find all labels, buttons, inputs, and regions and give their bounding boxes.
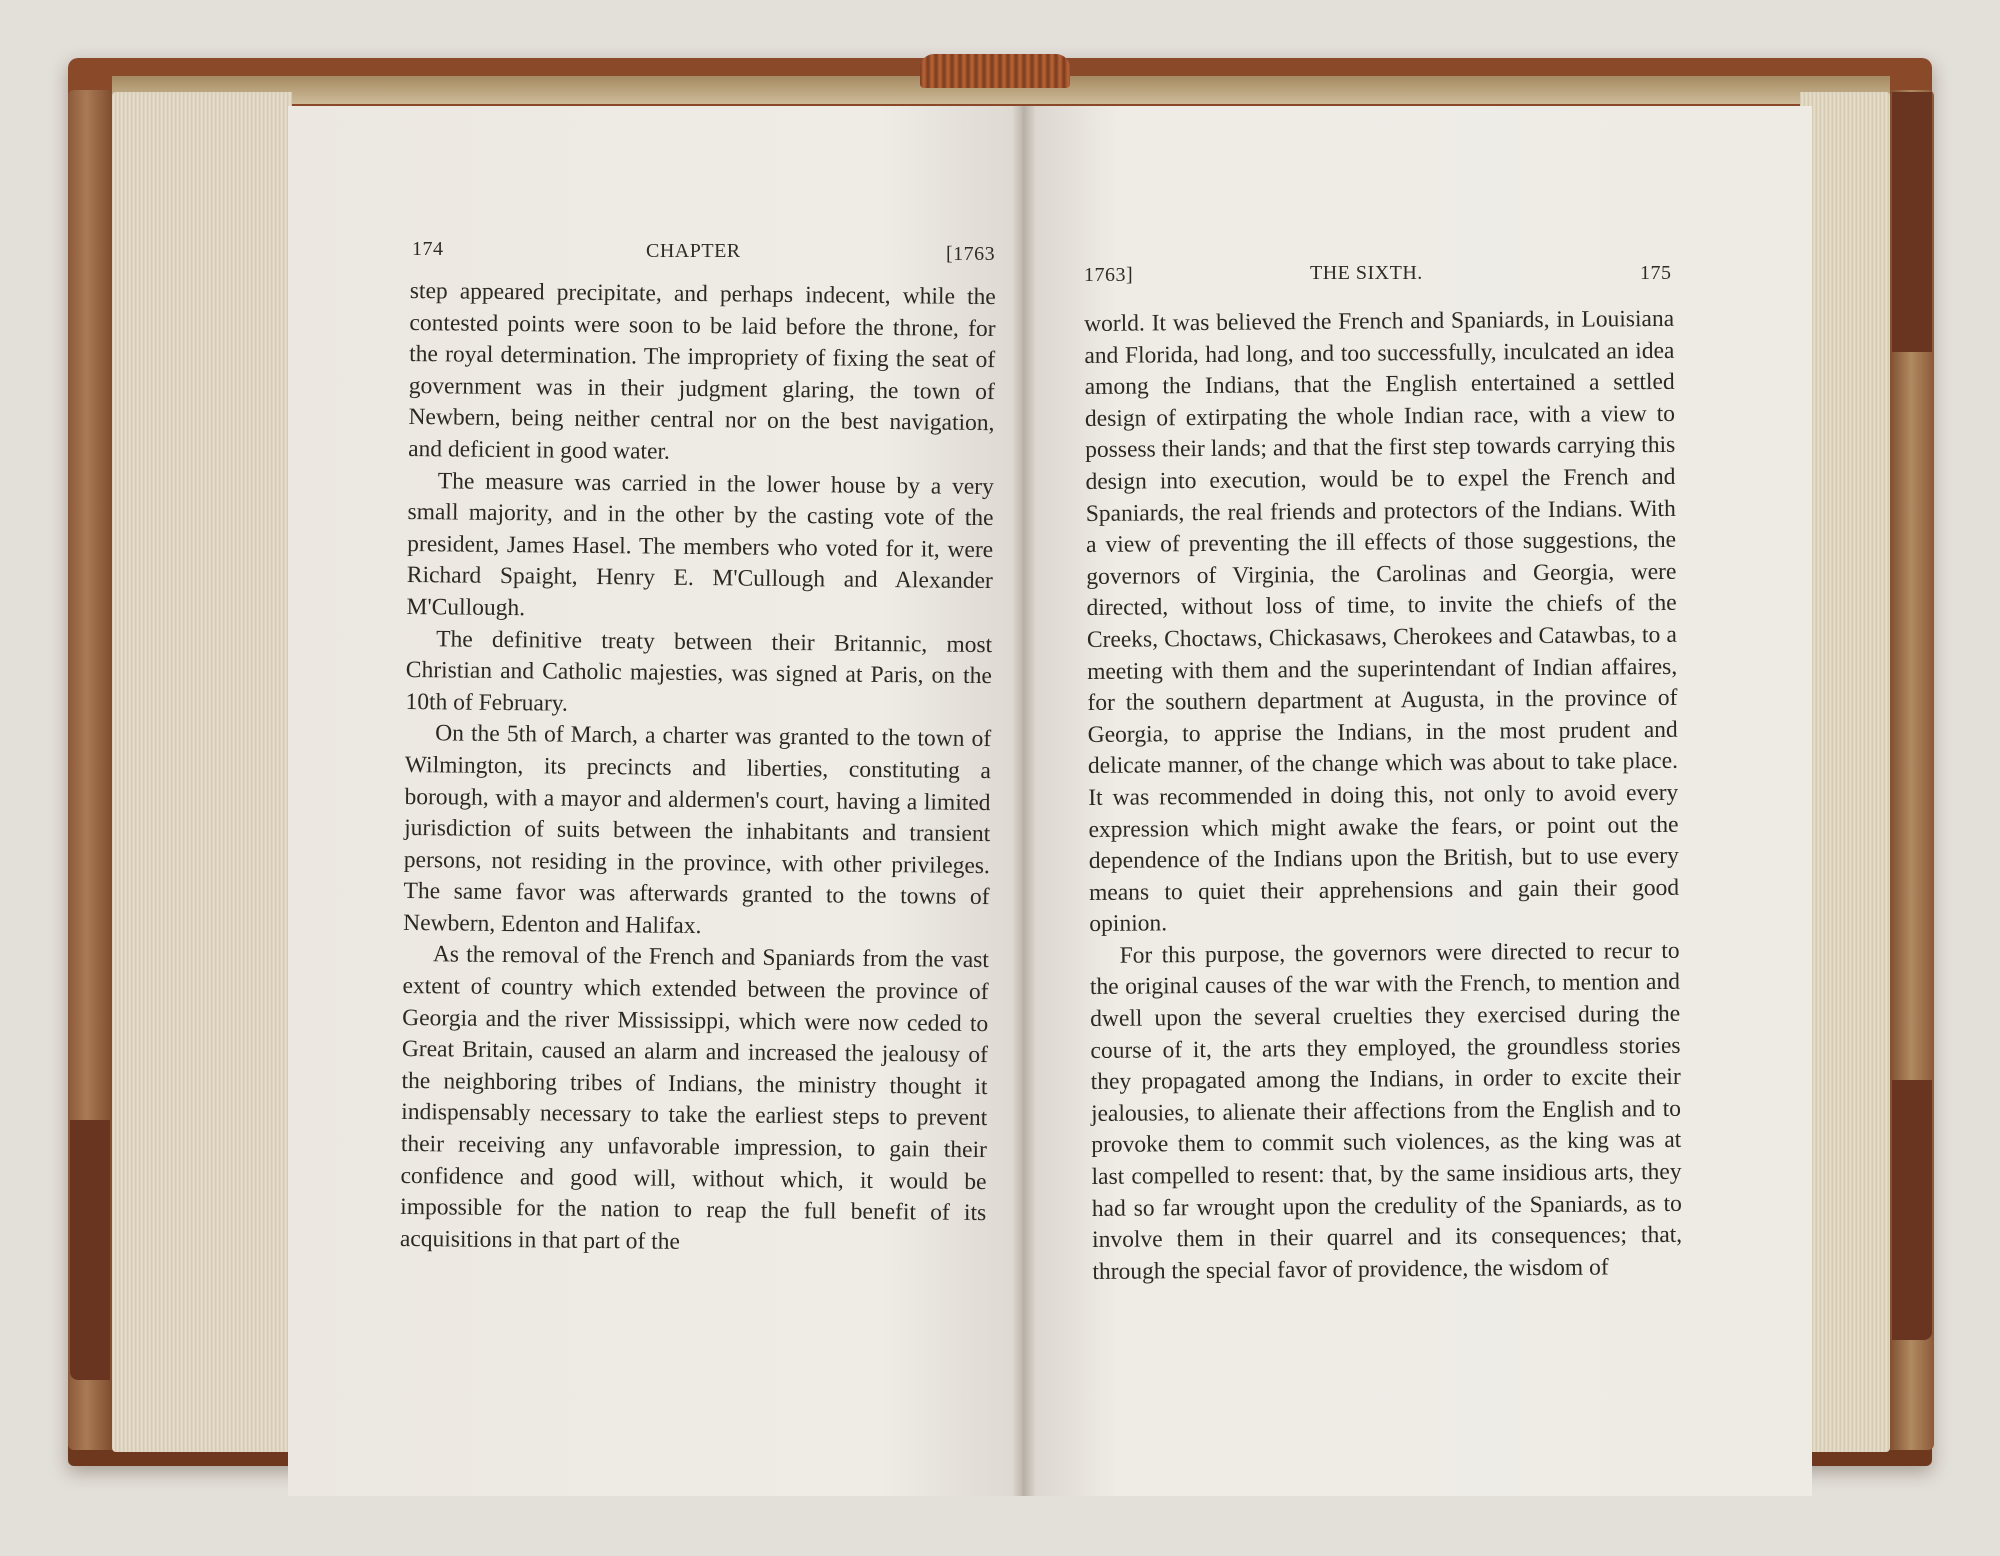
right-page-number: 175 xyxy=(1640,262,1672,284)
left-page-number: 174 xyxy=(412,238,444,260)
left-page-text xyxy=(400,276,996,1261)
left-header-year: [1763 xyxy=(946,243,996,265)
left-header-title: CHAPTER xyxy=(646,240,741,262)
paragraph: On the 5th of March, a charter was granted to the town of Wilmington, its precincts and liberties, constituting a borough, with a mayor and aldermen's court, having a limited jurisdiction of suits between the inhabitants and transient persons, not residing in the province, with other privileges. The same favor was afterwards granted to the towns of Newbern, Edenton and Halifax. xyxy=(403,720,992,939)
cover-corner-top-right xyxy=(1892,92,1932,352)
paragraph: world. It was believed the French and Spaniards, in Louisiana and Florida, had long, and too successfully, inculcated an idea among the Indians, that the English entertained a settled design of extirpating the whole Indian race, with a view to possess their lands; and that the first step towards carrying this design into execution, would be to expel the French and Spaniards, the real friends and protectors of the Indians. With a view of preventing the ill effects of those suggestions, the governors of Virginia, the Carolinas and Georgia, were directed, without loss of time, to invite the chiefs of the Creeks, Choctaws, Chickasaws, Cherokees and Catawbas, to a meeting with them and the superintendant of Indian affaires, for the southern department at Augusta, in the province of Georgia, to apprise the Indians, in the most prudent and delicate manner, of the change which was about to take place. It was recommended in doing this, not only to avoid every expression which might awake the fears, or point out the dependence of the Indians upon the British, but to use every means to quiet their apprehensions and gain their good opinion. xyxy=(1084,305,1680,938)
spine-headband xyxy=(920,54,1070,88)
paragraph: The definitive treaty between their Britannic, most Christian and Catholic majesties, was signed at Paris, on the 10th of February. xyxy=(405,625,993,717)
right-header-year: 1763] xyxy=(1084,264,1134,286)
page-edges-left xyxy=(112,92,292,1452)
cover-corner-bottom-right xyxy=(1892,1080,1932,1340)
paragraph: The measure was carried in the lower house by a very small majority, and in the other by the casting vote of the president, James Hasel. The members who voted for it, were Richard Spaight, Henry E. M'Cullough and Alexander M'Cullough. xyxy=(406,467,994,622)
paragraph: step appeared precipitate, and perhaps indecent, while the contested points were soon to be laid before the throne, for the royal determination. The impropriety of fixing the seat of government was in their judgment glaring, the town of Newbern, being neither central nor on the best navigation, and deficient in good water. xyxy=(408,277,996,465)
paragraph: As the removal of the French and Spaniards from the vast extent of country which extended between the province of Georgia and the river Mississippi, which were now ceded to Great Britain, caused an alarm and increased the jealousy of the neighboring tribes of Indians, the ministry thought it indispensably necessary to take the earliest steps to prevent their receiving any unfavorable impression, to gain their confidence and good will, without which, it would be impossible for the nation to reap the full benefit of its acquisitions in that part of the xyxy=(399,941,989,1255)
right-header-title: THE SIXTH. xyxy=(1310,262,1423,284)
right-page-text xyxy=(1084,304,1683,1289)
book-gutter xyxy=(1012,106,1036,1496)
paragraph: For this purpose, the governors were directed to recur to the original causes of the war with the French, to mention and dwell upon the several cruelties they exercised during the course of it, the arts they employed, the groundless stories they propagated among the Indians, in order to excite their jealousies, to alienate their affections from the English and to provoke them to commit such violences, as the king was at last compelled to resent: that, by the same insidious arts, they had so far wrought upon the credulity of the Spaniards, as to involve them in their quarrel and its consequences; that, through the special favor of providence, the wisdom of xyxy=(1089,937,1683,1285)
page-edges-right xyxy=(1800,92,1890,1452)
cover-corner-bottom-left xyxy=(70,1120,110,1380)
